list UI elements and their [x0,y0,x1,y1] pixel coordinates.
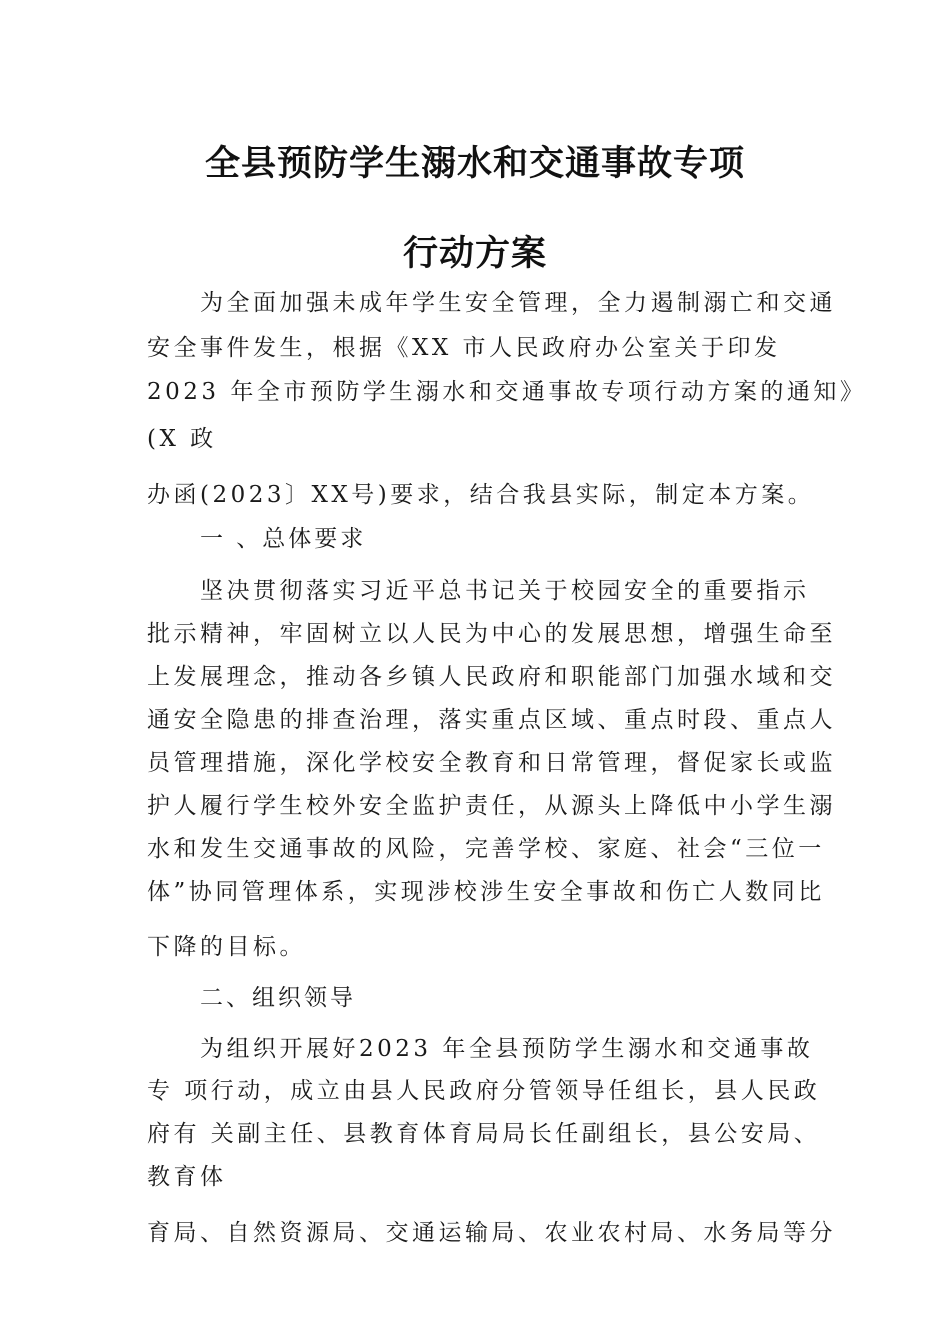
body-line: 2023 年全市预防学生溺水和交通事故专项行动方案的通知》 [147,379,867,405]
document-title-line-1: 全县预防学生溺水和交通事故专项 [204,144,745,184]
body-line: 护人履行学生校外安全监护责任，从源头上降低中小学生溺 [147,793,836,819]
body-line: 批示精神，牢固树立以人民为中心的发展思想，增强生命至 [147,621,836,647]
body-line: 为全面加强未成年学生安全管理，全力遏制溺亡和交通 [200,290,836,316]
body-line: 办函(2023〕XX号)要求，结合我县实际，制定本方案。 [147,482,815,508]
body-line: 专 项行动，成立由县人民政府分管领导任组长，县人民政 [147,1078,821,1104]
section-heading-1: 一 、总体要求 [200,526,367,552]
body-line: 通安全隐患的排查治理，落实重点区域、重点时段、重点人 [147,707,836,733]
document-title-line-2: 行动方案 [402,234,547,274]
body-line: 育局、自然资源局、交通运输局、农业农村局、水务局等分 [147,1220,836,1246]
body-line: 上发展理念，推动各乡镇人民政府和职能部门加强水域和交 [147,664,836,690]
body-line: 教育体 [147,1164,227,1190]
body-line: 坚决贯彻落实习近平总书记关于校园安全的重要指示 [200,578,810,604]
body-line: 为组织开展好2023 年全县预防学生溺水和交通事故 [200,1036,814,1062]
body-line: 员管理措施，深化学校安全教育和日常管理，督促家长或监 [147,750,836,776]
body-line: 安全事件发生，根据《XX 市人民政府办公室关于印发 [147,335,781,361]
body-line: 府有 关副主任、县教育体育局局长任副组长，县公安局、 [147,1121,821,1147]
body-line: (X 政 [147,426,217,452]
section-heading-2: 二、组织领导 [200,985,356,1011]
body-line: 水和发生交通事故的风险，完善学校、家庭、社会“三位一 [147,836,825,862]
body-line: 下降的目标。 [147,934,306,960]
body-line: 体”协同管理体系，实现涉校涉生安全事故和伤亡人数同比 [147,879,825,905]
